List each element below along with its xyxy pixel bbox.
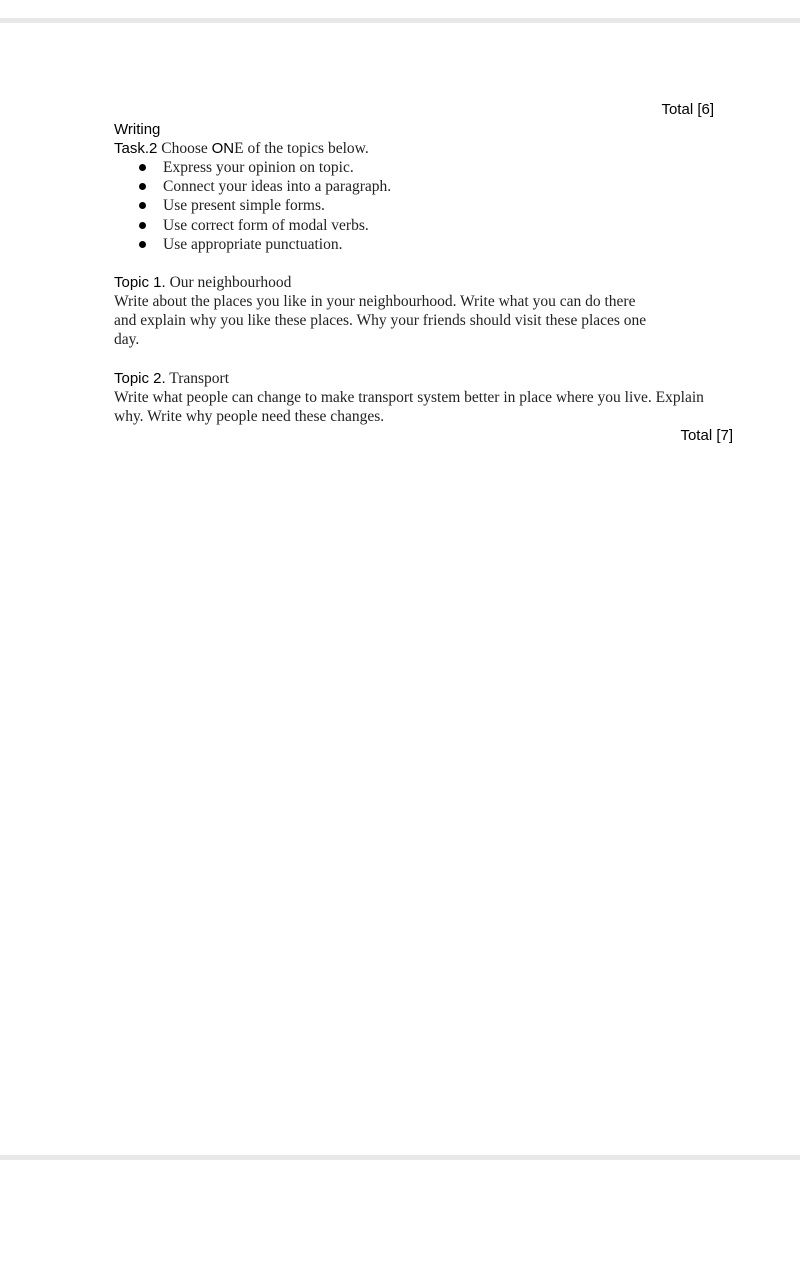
section-title: Writing xyxy=(114,121,161,138)
task-label: Task.2 xyxy=(114,140,158,157)
task-instruction xyxy=(114,139,734,158)
bullet-icon xyxy=(139,241,146,248)
topic-1-label: Topic 1. xyxy=(114,274,166,291)
task-text-before: Choose xyxy=(157,140,212,157)
requirement-text: Use correct form of modal verbs. xyxy=(163,216,369,234)
document-page xyxy=(0,23,800,1155)
topic-2-line-1: Write what people can change to make transport system better in place where you live. Explain xyxy=(114,389,704,406)
topic-2-title: Transport xyxy=(165,370,230,387)
topic-1-line-1: Write about the places you like in your neighbourhood. Write what you can do there xyxy=(114,293,636,310)
topic-2-label: Topic 2. xyxy=(114,370,166,387)
topic-1-heading xyxy=(114,273,734,292)
bullet-icon xyxy=(139,183,146,190)
page-bottom-edge xyxy=(0,1155,800,1160)
topic-2-heading xyxy=(114,369,734,388)
requirement-item xyxy=(138,196,391,215)
requirement-text: Express your opinion on topic. xyxy=(163,159,354,176)
requirement-item xyxy=(138,235,391,254)
requirement-item xyxy=(138,158,391,177)
requirement-text: Use present simple forms. xyxy=(163,197,325,215)
requirement-text: Connect your ideas into a paragraph. xyxy=(163,178,392,196)
requirements-list xyxy=(138,158,391,254)
bullet-icon xyxy=(139,202,146,209)
total-score-bottom: Total [7] xyxy=(680,427,733,444)
topic-1-line-3: day. xyxy=(114,331,140,348)
requirement-item xyxy=(138,216,391,235)
requirement-text: Use appropriate punctuation. xyxy=(163,235,343,253)
topic-2-line-2: why. Write why people need these changes. xyxy=(114,408,385,425)
topic-1-line-2: and explain why you like these places. Why your friends should visit these places one xyxy=(114,312,647,329)
requirement-item xyxy=(138,177,391,196)
bullet-icon xyxy=(139,164,146,171)
topic-1-title: Our neighbourhood xyxy=(165,274,292,291)
task-emphasis: ON xyxy=(211,140,235,157)
task-text-after: E of the topics below. xyxy=(234,140,369,157)
bullet-icon xyxy=(139,222,146,229)
total-score-top: Total [6] xyxy=(661,101,714,118)
